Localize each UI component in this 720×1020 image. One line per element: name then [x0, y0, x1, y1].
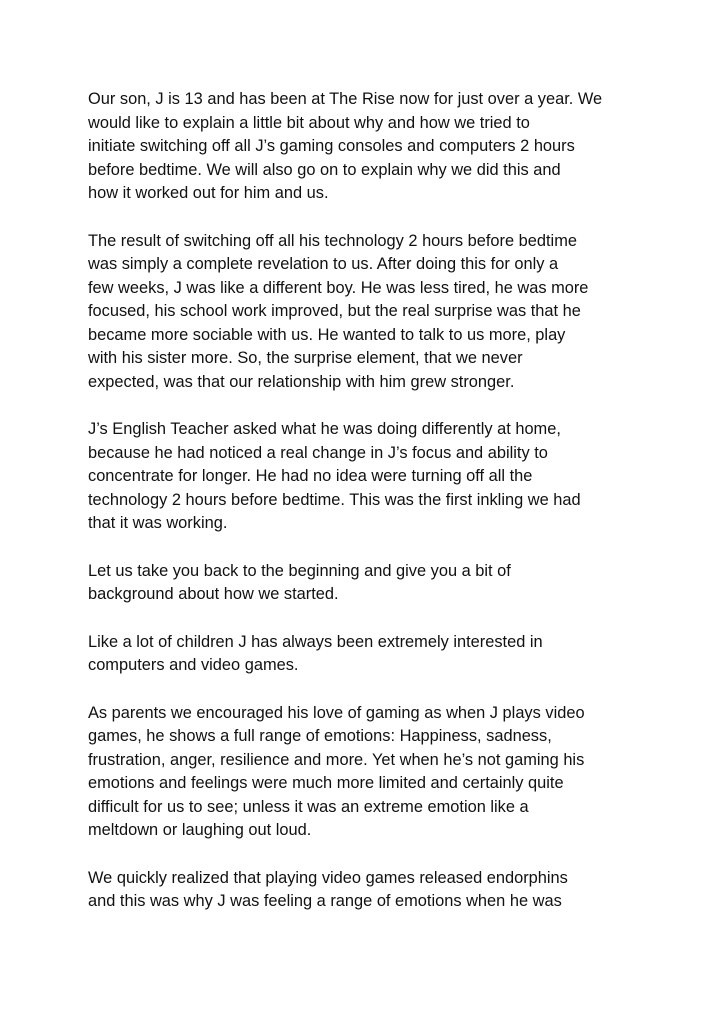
text-line: Our son, J is 13 and has been at The Rise now for just over a year. We — [88, 90, 603, 108]
text-line: would like to explain a little bit about why and how we tried to — [88, 113, 530, 132]
text-line: became more sociable with us. He wanted to talk to us more, play — [88, 325, 566, 344]
paragraph-7 — [88, 867, 648, 914]
text-line: expected, was that our relationship with him grew stronger. — [88, 372, 515, 391]
text-line: and this was why J was feeling a range of emotions when he was — [88, 892, 562, 910]
text-line: how it worked out for him and us. — [88, 184, 329, 202]
paragraph-2 — [88, 230, 648, 395]
text-line: computers and video games. — [88, 656, 299, 674]
text-line: background about how we started. — [88, 585, 339, 603]
text-line: initiate switching off all J’s gaming consoles and computers 2 hours — [88, 137, 575, 155]
text-line: We quickly realized that playing video games released endorphins — [88, 868, 568, 887]
text-line: J’s English Teacher asked what he was doing differently at home, — [88, 420, 561, 438]
text-line: few weeks, J was like a different boy. He was less tired, he was more — [88, 278, 589, 297]
text-line: technology 2 hours before bedtime. This was the first inkling we had — [88, 490, 581, 509]
text-line: Like a lot of children J has always been extremely interested in — [88, 632, 543, 651]
paragraph-5 — [88, 631, 648, 678]
text-line: concentrate for longer. He had no idea were turning off all the — [88, 467, 533, 485]
paragraph-3 — [88, 418, 648, 536]
body-text — [88, 88, 648, 938]
paragraph-6 — [88, 702, 648, 843]
text-line: games, he shows a full range of emotions: Happiness, sadness, — [88, 727, 552, 745]
text-line: Let us take you back to the beginning and give you a bit of — [88, 561, 511, 580]
text-line: because he had noticed a real change in J’s focus and ability to — [88, 443, 548, 462]
text-line: The result of switching off all his technology 2 hours before bedtime — [88, 231, 577, 250]
text-line: before bedtime. We will also go on to explain why we did this and — [88, 160, 561, 179]
text-line: frustration, anger, resilience and more. Yet when he’s not gaming his — [88, 750, 585, 769]
text-line: difficult for us to see; unless it was an extreme emotion like a — [88, 797, 529, 816]
text-line: As parents we encouraged his love of gaming as when J plays video — [88, 703, 585, 722]
text-line: focused, his school work improved, but the real surprise was that he — [88, 302, 581, 320]
text-line: emotions and feelings were much more limited and certainly quite — [88, 774, 564, 792]
text-line: that it was working. — [88, 514, 228, 532]
text-line: meltdown or laughing out loud. — [88, 821, 312, 839]
paragraph-4 — [88, 560, 648, 607]
text-line: with his sister more. So, the surprise element, that we never — [88, 349, 523, 367]
text-line: was simply a complete revelation to us. After doing this for only a — [88, 255, 559, 273]
paragraph-1 — [88, 88, 648, 206]
